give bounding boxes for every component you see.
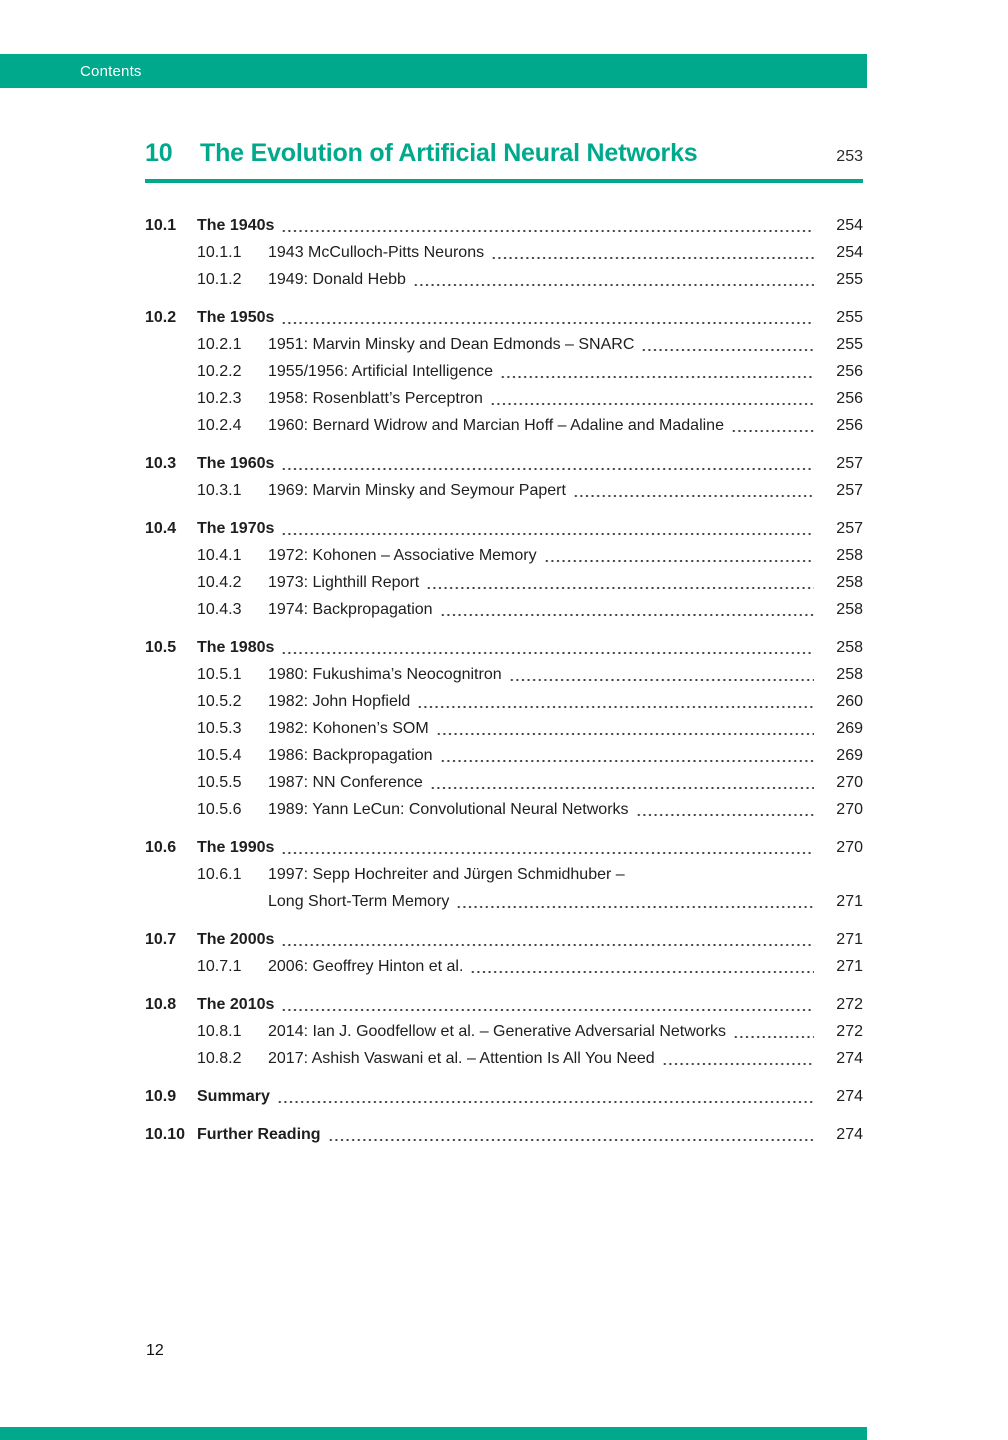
toc-subentry-number: 10.3.1 [197, 482, 242, 499]
toc-list [145, 212, 863, 1148]
toc-subentry-title: 1955/1956: Artificial Intelligence [268, 363, 494, 380]
toc-subentry-number: 10.5.5 [197, 774, 242, 791]
toc-subentry [145, 715, 863, 742]
footer-page-number: 12 [146, 1342, 164, 1359]
toc-subentry-continued [145, 888, 863, 915]
toc-entry-number: 10.7 [145, 931, 177, 948]
toc-subentry [145, 861, 863, 888]
toc-entry-number: 10.4 [145, 520, 177, 537]
dot-leader [470, 953, 814, 980]
toc-subentry-title-line1: 1997: Sepp Hochreiter and Jürgen Schmidhuber – [268, 866, 625, 883]
toc-subentry-number: 10.1.2 [197, 271, 242, 288]
toc-subentry-title: 1989: Yann LeCun: Convolutional Neural Networks [268, 801, 629, 818]
dot-leader [417, 688, 814, 715]
toc-entry-page: 255 [836, 309, 863, 326]
toc-subentry [145, 331, 863, 358]
toc-subentry-title: 2017: Ashish Vaswani et al. – Attention Is All You Need [268, 1050, 655, 1067]
toc-entry-title: Further Reading [197, 1126, 321, 1143]
chapter-title: The Evolution of Artificial Neural Networks [200, 139, 698, 167]
toc-subentry-title: 1982: Kohonen’s SOM [268, 720, 429, 737]
toc-entry-page: 274 [836, 1088, 863, 1105]
toc-subentry-title: 2014: Ian J. Goodfellow et al. – Generative Adversarial Networks [268, 1023, 727, 1040]
dot-leader [281, 834, 814, 861]
chapter-heading-rule [145, 179, 863, 183]
dot-leader [641, 331, 814, 358]
toc-entry-number: 10.2 [145, 309, 177, 326]
toc-subentry-page: 271 [836, 958, 863, 975]
toc-subentry-title: 1949: Donald Hebb [268, 271, 406, 288]
toc-section [145, 212, 863, 293]
toc-subentry [145, 358, 863, 385]
toc-subentry-title: 1987: NN Conference [268, 774, 423, 791]
toc-entry-number: 10.8 [145, 996, 177, 1013]
toc-subentry-page: 254 [836, 244, 863, 261]
dot-leader [328, 1121, 814, 1148]
toc-subentry [145, 477, 863, 504]
toc-subentry [145, 385, 863, 412]
toc-subentry-number: 10.5.6 [197, 801, 242, 818]
dot-leader [491, 239, 814, 266]
dot-leader [436, 715, 814, 742]
toc-subentry [145, 266, 863, 293]
toc-subentry [145, 596, 863, 623]
toc-entry-title: The 1970s [197, 520, 275, 537]
toc-entry-title: The 1990s [197, 839, 275, 856]
toc-subentry [145, 953, 863, 980]
toc-subentry [145, 769, 863, 796]
dot-leader [544, 542, 814, 569]
dot-leader [440, 596, 814, 623]
toc-entry-title: Summary [197, 1088, 270, 1105]
toc-subentry [145, 688, 863, 715]
toc-subentry-number: 10.2.3 [197, 390, 242, 407]
toc-subentry [145, 569, 863, 596]
toc-section [145, 515, 863, 623]
dot-leader [281, 926, 814, 953]
toc-subentry-title: 1986: Backpropagation [268, 747, 433, 764]
footer-bar [0, 1427, 867, 1440]
toc-subentry [145, 796, 863, 823]
dot-leader [413, 266, 814, 293]
toc-subentry-page: 256 [836, 417, 863, 434]
dot-leader [731, 412, 814, 439]
toc-subentry-page: 269 [836, 747, 863, 764]
dot-leader [426, 569, 814, 596]
toc-subentry-number: 10.5.1 [197, 666, 242, 683]
chapter-number: 10 [145, 139, 173, 167]
toc-entry-page: 257 [836, 520, 863, 537]
toc-content [145, 138, 863, 1148]
toc-entry-number: 10.9 [145, 1088, 177, 1105]
toc-subentry-page: 255 [836, 271, 863, 288]
toc-entry-page: 257 [836, 455, 863, 472]
toc-subentry-page: 270 [836, 801, 863, 818]
dot-leader [281, 634, 814, 661]
dot-leader [733, 1018, 814, 1045]
toc-subentry-page: 260 [836, 693, 863, 710]
toc-entry-title: The 1960s [197, 455, 275, 472]
dot-leader [281, 991, 814, 1018]
toc-entry [145, 834, 863, 861]
toc-entry [145, 515, 863, 542]
chapter-heading [145, 138, 863, 172]
toc-subentry-page: 255 [836, 336, 863, 353]
chapter-page-number: 253 [836, 148, 863, 165]
toc-entry-number: 10.6 [145, 839, 177, 856]
toc-subentry-number: 10.4.1 [197, 547, 242, 564]
toc-subentry [145, 661, 863, 688]
toc-entry-number: 10.10 [145, 1126, 186, 1143]
toc-entry [145, 1083, 863, 1110]
toc-subentry-title: 1969: Marvin Minsky and Seymour Papert [268, 482, 566, 499]
toc-subentry-number: 10.2.1 [197, 336, 242, 353]
toc-entry-number: 10.5 [145, 639, 177, 656]
toc-subentry-number: 10.8.2 [197, 1050, 242, 1067]
toc-entry-page: 258 [836, 639, 863, 656]
toc-subentry-number: 10.4.3 [197, 601, 242, 618]
toc-subentry-page: 258 [836, 574, 863, 591]
toc-subentry-number: 10.5.3 [197, 720, 242, 737]
toc-subentry-page: 256 [836, 390, 863, 407]
toc-section [145, 634, 863, 823]
dot-leader [430, 769, 814, 796]
toc-subentry-page: 258 [836, 601, 863, 618]
toc-entry-title: The 1940s [197, 217, 275, 234]
toc-subentry [145, 239, 863, 266]
toc-subentry-page: 274 [836, 1050, 863, 1067]
toc-section [145, 991, 863, 1072]
dot-leader [500, 358, 814, 385]
toc-section [145, 450, 863, 504]
toc-subentry-page: 256 [836, 363, 863, 380]
toc-subentry-page: 258 [836, 547, 863, 564]
toc-entry [145, 926, 863, 953]
toc-subentry-title: 1980: Fukushima’s Neocognitron [268, 666, 502, 683]
toc-entry-page: 254 [836, 217, 863, 234]
toc-entry-page: 274 [836, 1126, 863, 1143]
toc-subentry-number: 10.5.4 [197, 747, 242, 764]
dot-leader [277, 1083, 814, 1110]
toc-subentry-number: 10.1.1 [197, 244, 242, 261]
toc-subentry-title: 1951: Marvin Minsky and Dean Edmonds – SNARC [268, 336, 635, 353]
dot-leader [490, 385, 814, 412]
toc-entry-title: The 1980s [197, 639, 275, 656]
dot-leader [662, 1045, 814, 1072]
toc-entry [145, 212, 863, 239]
toc-subentry [145, 1018, 863, 1045]
toc-section [145, 834, 863, 915]
toc-subentry [145, 412, 863, 439]
dot-leader [509, 661, 814, 688]
dot-leader [636, 796, 814, 823]
toc-subentry-title: 1958: Rosenblatt’s Perceptron [268, 390, 483, 407]
dot-leader [281, 212, 814, 239]
toc-subentry-page: 258 [836, 666, 863, 683]
toc-subentry-title: 1943 McCulloch-Pitts Neurons [268, 244, 485, 261]
toc-subentry-number: 10.8.1 [197, 1023, 242, 1040]
dot-leader [573, 477, 814, 504]
dot-leader [281, 304, 814, 331]
toc-subentry-title: 1972: Kohonen – Associative Memory [268, 547, 537, 564]
toc-subentry-title: 1973: Lighthill Report [268, 574, 420, 591]
toc-entry-page: 272 [836, 996, 863, 1013]
toc-subentry-number: 10.4.2 [197, 574, 242, 591]
toc-subentry-title: 1982: John Hopfield [268, 693, 411, 710]
toc-entry-page: 270 [836, 839, 863, 856]
running-header-bar [0, 54, 867, 88]
toc-entry-title: The 2010s [197, 996, 275, 1013]
toc-subentry-number: 10.6.1 [197, 866, 242, 883]
toc-subentry-title-line2: Long Short-Term Memory [268, 893, 450, 910]
toc-subentry-title: 1974: Backpropagation [268, 601, 433, 618]
toc-entry-title: The 1950s [197, 309, 275, 326]
toc-entry-number: 10.1 [145, 217, 177, 234]
toc-entry-number: 10.3 [145, 455, 177, 472]
toc-subentry-number: 10.5.2 [197, 693, 242, 710]
dot-leader [440, 742, 814, 769]
toc-subentry-page: 257 [836, 482, 863, 499]
toc-section [145, 926, 863, 980]
toc-subentry-number: 10.7.1 [197, 958, 242, 975]
toc-section [145, 304, 863, 439]
running-header-label: Contents [80, 62, 142, 80]
toc-subentry-page: 269 [836, 720, 863, 737]
dot-leader [456, 888, 814, 915]
dot-leader [281, 515, 814, 542]
toc-entry [145, 1121, 863, 1148]
toc-section [145, 1083, 863, 1110]
toc-entry-title: The 2000s [197, 931, 275, 948]
toc-subentry-title: 2006: Geoffrey Hinton et al. [268, 958, 464, 975]
toc-entry [145, 634, 863, 661]
toc-section [145, 1121, 863, 1148]
toc-subentry-page: 270 [836, 774, 863, 791]
toc-subentry-title: 1960: Bernard Widrow and Marcian Hoff – Adaline and Madaline [268, 417, 724, 434]
toc-entry [145, 991, 863, 1018]
toc-subentry [145, 1045, 863, 1072]
toc-entry [145, 450, 863, 477]
toc-subentry-number: 10.2.2 [197, 363, 242, 380]
toc-subentry [145, 742, 863, 769]
toc-subentry-page: 271 [836, 893, 863, 910]
toc-subentry-number: 10.2.4 [197, 417, 242, 434]
toc-entry [145, 304, 863, 331]
toc-subentry [145, 542, 863, 569]
dot-leader [281, 450, 814, 477]
toc-subentry-page: 272 [836, 1023, 863, 1040]
toc-entry-page: 271 [836, 931, 863, 948]
